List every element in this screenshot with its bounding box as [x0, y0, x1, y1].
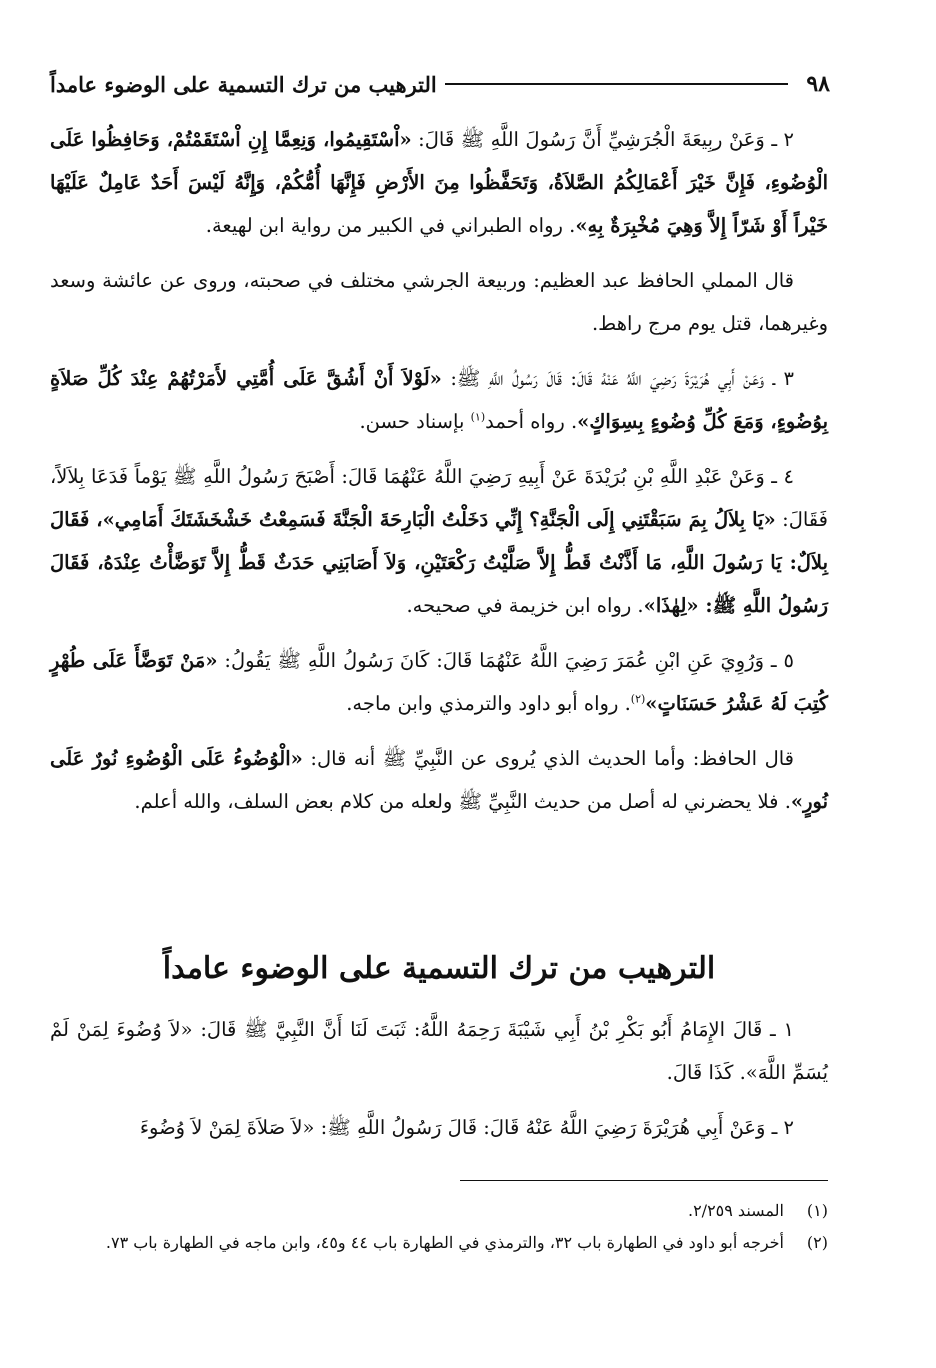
- paragraph-tail: . كَذَا قَالَ.: [666, 1061, 746, 1084]
- paragraph-tail: . رواه الطبراني في الكبير من رواية ابن لهيعة.: [205, 214, 576, 237]
- hadith-quote: «مَنْ تَوَضَّأَ عَلَى طُهْرٍ كُتِبَ لَهُ عَشْرُ حَسَنَاتٍ»: [50, 649, 828, 715]
- footnote-2: [50, 1228, 828, 1258]
- paragraph-tail: . رواه أحمد: [485, 410, 578, 433]
- paragraph-lead: ٢ ـ وَعَنْ ربِيعَةَ الْجُرَشِيِّ أَنَّ رَسُولَ اللَّهِ ﷺ قَالَ:: [411, 128, 794, 151]
- paragraph-lead: ٥ ـ وَرُوِيَ عَنِ ابْنِ عُمَرَ رَضِيَ اللَّهُ عَنْهُمَا قَالَ: كَانَ رَسُولُ اللَّهِ ﷺ يَقُولُ:: [217, 649, 794, 672]
- footnote-1: [50, 1196, 828, 1226]
- footnote-rule: [460, 1180, 828, 1181]
- paragraph-commentary-1: [50, 259, 828, 345]
- paragraph-lead: ١ ـ قَالَ الإِمَامُ أَبُو بَكْرِ بْنُ أَبِي شَيْبَةَ رَحِمَهُ اللَّهُ: ثَبَتَ لَنَا أَنَّ النَّبِيَّ ﷺ قَالَ:: [192, 1018, 795, 1041]
- hadith-quote: «لاَ وُضُوءَ لِمَنْ لَمْ يُسَمِّ اللَّهَ»: [50, 1018, 828, 1084]
- running-header: [50, 66, 830, 102]
- footnote-ref-1[interactable]: (١): [470, 410, 486, 424]
- running-title: الترهيب من ترك التسمية على الوضوء عامداً: [50, 71, 437, 97]
- paragraph-lead: ٤ ـ وَعَنْ عَبْدِ اللَّهِ بْنِ بُرَيْدَةَ عَنْ أَبِيهِ رَضِيَ اللَّهُ عَنْهُمَا قَالَ: أَصْبَحَ رَسُولُ اللَّهِ ﷺ يَوْماً فَدَعَا بِلاَلاً، فَقَالَ:: [50, 465, 828, 531]
- paragraph-tail-2: بإسناد حسن.: [359, 410, 471, 433]
- paragraph-hadith-5: [50, 639, 828, 725]
- footnote-text: أخرجه أبو داود في الطهارة باب ٣٢، والترمذي في الطهارة باب ٤٤ و٤٥، وابن ماجه في الطهارة باب ٧٣.: [105, 1233, 784, 1252]
- paragraph-lead: قال المملي الحافظ عبد العظيم: وربيعة الجرشي مختلف في صحبته، وروى عن عائشة وسعد وغيرهما، قتل يوم مرج راهط.: [50, 269, 828, 335]
- paragraph-tail: . رواه أبو داود والترمذي وابن ماجه.: [346, 692, 631, 715]
- header-rule: [445, 83, 789, 85]
- paragraph-lead: ٢ ـ وَعَنْ أَبِي هُرَيْرَةَ رَضِيَ اللَّهُ عَنْهُ قَالَ: قَالَ رَسُولُ اللَّهِ ﷺ:: [314, 1116, 794, 1139]
- paragraph-section-hadith-2: [50, 1106, 828, 1149]
- paragraph-lead: ٣ ـ وَعَنْ أَبِي هُرَيْرَةَ رَضِيَ اللَّهُ عَنْهُ قَالَ: قَالَ رَسُولُ اللَّهِ ﷺ:: [441, 367, 795, 390]
- page-number: ٩٨: [806, 71, 830, 97]
- footnote-number: (١): [806, 1201, 828, 1220]
- paragraph-tail: . رواه ابن خزيمة في صحيحه.: [406, 594, 644, 617]
- hadith-quote: «لاَ صَلاَةَ لِمَنْ لاَ وُضُوءَ: [139, 1116, 315, 1139]
- main-text: [50, 118, 828, 835]
- paragraph-hadith-3: [50, 357, 828, 443]
- hadith-quote: «الْوُضُوءُ عَلَى الْوُضُوءِ نُورٌ عَلَى نُورٍ»: [50, 747, 828, 813]
- paragraph-lead: قال الحافظ: وأما الحديث الذي يُروى عن النَّبِيِّ ﷺ أنه قال:: [302, 747, 794, 770]
- paragraph-hadith-2: [50, 118, 828, 247]
- footnote-ref-2[interactable]: (٢): [630, 692, 646, 706]
- section-title: الترهيب من ترك التسمية على الوضوء عامداً: [162, 951, 716, 986]
- footnotes: [50, 1196, 828, 1260]
- paragraph-hadith-4: [50, 455, 828, 627]
- section-text: [50, 1008, 828, 1161]
- footnote-number: (٢): [806, 1233, 828, 1252]
- footnote-text: المسند ٢/٢٥٩.: [687, 1201, 784, 1220]
- paragraph-tail: . فلا يحضرني له أصل من حديث النَّبِيِّ ﷺ ولعله من كلام بعض السلف، والله أعلم.: [134, 790, 791, 813]
- hadith-quote: «اْسْتَقِيمُوا، وَنِعِمَّا إِنِ اْسْتَقَمْتُمْ، وَحَافِظُوا عَلَى الْوُضُوءِ، فَإِنَّ خَيْرَ أَعْمَالِكُمُ الصَّلاَةُ، وَتَحَفَّظُوا مِنَ الأَرْضِ فَإِنَّهَا أُمُّكُمْ، وَإِنَّهُ لَيْسَ أَحَدٌ عَامِلٌ عَلَيْهَا خَيْراً أَوْ شَرّاً إِلاَّ وَهِيَ مُخْبِرَةٌ بِهِ»: [50, 128, 828, 237]
- hadith-quote: «لَوْلاَ أَنْ أَشُقَّ عَلَى أُمَّتِي لأَمَرْتُهُمْ عِنْدَ كُلِّ صَلاَةٍ بِوُضُوءٍ، وَمَعَ كُلِّ وُضُوءٍ بِسِوَاكٍ»: [50, 367, 828, 433]
- paragraph-section-hadith-1: [50, 1008, 828, 1094]
- paragraph-commentary-2: [50, 737, 828, 823]
- hadith-quote: «يَا بِلاَلُ بِمَ سَبَقْتَنِي إِلَى الْجَنَّةِ؟ إِنِّي دَخَلْتُ الْبَارِحَةَ الْجَنَّةَ فَسَمِعْتُ خَشْخَشَتَكَ أَمَامِي»، فَقَالَ بِلاَلٌ: يَا رَسُولَ اللَّهِ، مَا أَذَّنْتُ قَطُّ إِلاَّ صَلَّيْتُ رَكْعَتَيْنِ، وَلاَ أَصَابَنِي حَدَثٌ قَطُّ إِلاَّ تَوَضَّأْتُ عِنْدَهُ، فَقَالَ رَسُولُ اللَّهِ ﷺ: «لِهٰذَا»: [50, 508, 828, 617]
